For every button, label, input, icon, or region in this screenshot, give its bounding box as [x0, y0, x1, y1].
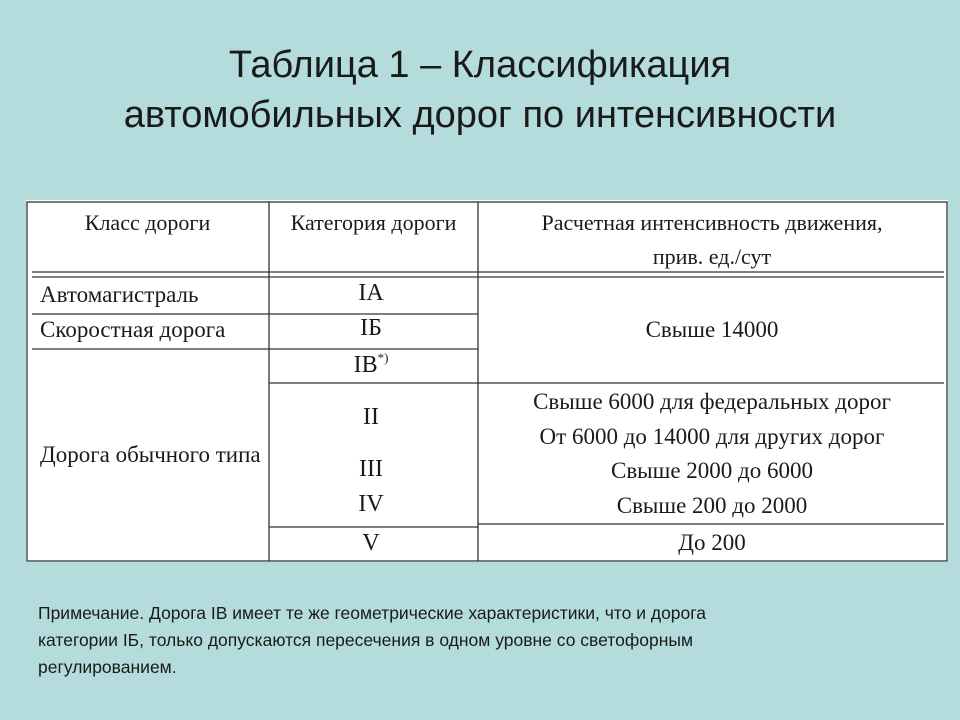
category-v: V — [362, 530, 380, 556]
classification-table — [26, 200, 948, 562]
note-line-3: регулированием. — [38, 657, 177, 677]
intensity-to-200: До 200 — [678, 530, 746, 555]
class-motorway: Автомагистраль — [40, 282, 199, 307]
category-iv-label: IВ — [353, 352, 378, 378]
header-intensity-line2: прив. ед./сут — [652, 244, 772, 269]
category-iii: III — [359, 456, 383, 482]
title-line-1: Таблица 1 – Классификация — [228, 44, 732, 86]
note — [38, 600, 938, 681]
note-line-2: категории IБ, только допускаются пересечения в одном уровне со светофорным — [38, 630, 693, 650]
header-category: Категория дороги — [290, 210, 457, 235]
title-line-2: автомобильных дорог по интенсивности — [123, 94, 837, 136]
intensity-over-6000-federal: Свыше 6000 для федеральных дорог — [533, 389, 891, 414]
intensity-6000-14000-other: От 6000 до 14000 для других дорог — [539, 424, 885, 449]
page-title — [0, 40, 960, 140]
class-ordinary: Дорога обычного типа — [40, 442, 261, 467]
intensity-over-14000: Свыше 14000 — [645, 317, 779, 342]
header-class: Класс дороги — [84, 210, 211, 235]
category-ib: IБ — [360, 315, 382, 341]
note-line-1: Примечание. Дорога IВ имеет те же геометрические характеристики, что и дорога — [38, 603, 706, 623]
intensity-200-2000: Свыше 200 до 2000 — [616, 493, 808, 518]
category-iv: IV — [358, 491, 384, 517]
category-ii: II — [363, 404, 379, 430]
category-iv-cyr — [269, 350, 473, 379]
category-ia: IА — [358, 280, 384, 306]
class-expressway: Скоростная дорога — [40, 317, 226, 342]
header-intensity-line1: Расчетная интенсивность движения, — [541, 210, 883, 235]
intensity-2000-6000: Свыше 2000 до 6000 — [610, 458, 814, 483]
footnote-marker: *) — [377, 350, 389, 365]
